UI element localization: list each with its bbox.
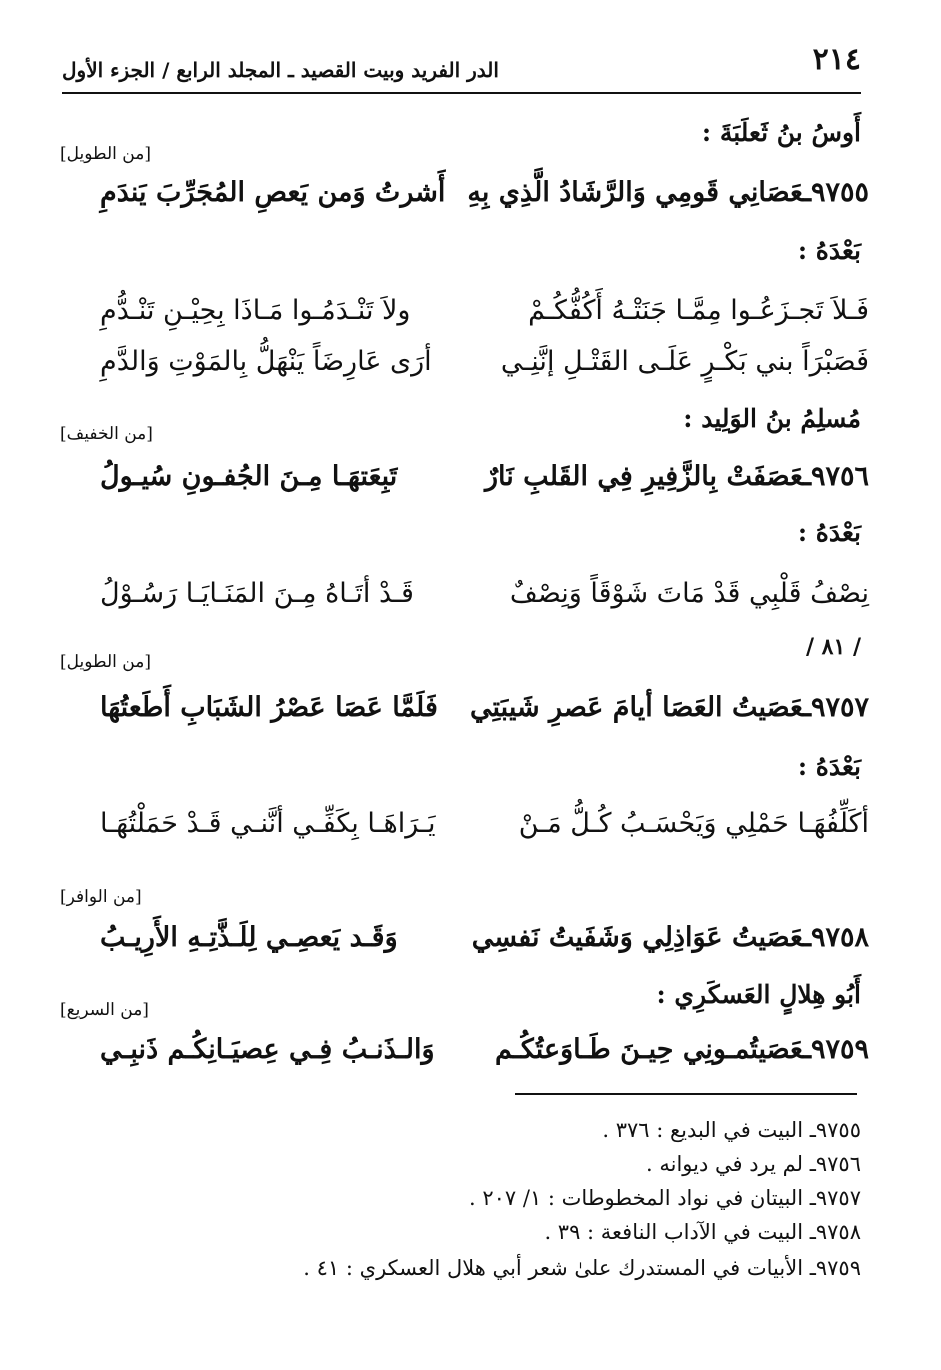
verse-ajuz: ولاَ تَنْـدَمُـوا مَـاذَا بِحِيْـنِ تَنْـدُّمِ bbox=[100, 295, 411, 326]
verse-sadr: ٩٧٥٥ـعَصَانِي قَومِي وَالرَّشَادُ الَّذِي بِهِ bbox=[467, 177, 869, 208]
verse-number: ٩٧٥٩ـ bbox=[803, 1034, 869, 1065]
poet-heading bbox=[60, 118, 861, 164]
verse-number: ٩٧٥٧ـ bbox=[803, 692, 869, 723]
footnote: ٩٧٥٩ـ الأبيات في المستدرك علىٰ شعر أبي هلال العسكري : ٤١ . bbox=[303, 1256, 861, 1280]
verse-main bbox=[60, 177, 869, 223]
poet-name: أَوسُ بنُ ثَعلَبَةَ : bbox=[701, 118, 861, 147]
footnote: ٩٧٥٥ـ البيت في البديع : ٣٧٦ . bbox=[602, 1118, 861, 1142]
verse-ajuz: أَشرتُ وَمن يَعصِ المُجَرِّبَ يَندَمِ bbox=[100, 177, 446, 208]
page-number: ٢١٤ bbox=[812, 42, 861, 77]
verse-sadr: ٩٧٥٧ـعَصَيتُ العَصَا أيامَ عَصرِ شَيبَتِي bbox=[470, 692, 869, 723]
verse-ajuz: تَبِعَتهَـا مِـنَ الجُفـونِ سُيـولُ bbox=[100, 461, 398, 492]
footnote: ٩٧٥٦ـ لم يرد في ديوانه . bbox=[645, 1152, 861, 1176]
verse-following bbox=[60, 295, 869, 341]
running-header bbox=[62, 40, 861, 94]
poet-name: مُسلِمُ بنُ الوَلِيد : bbox=[683, 404, 861, 433]
ba3dahu-label: بَعْدَهُ : bbox=[797, 518, 861, 547]
footnote-separator bbox=[515, 1093, 857, 1095]
verse-main bbox=[60, 1034, 869, 1080]
meter-label: [من الطويل] bbox=[60, 652, 151, 672]
verse-main bbox=[60, 461, 869, 507]
meter-label: [من الوافر] bbox=[60, 887, 142, 907]
verse-sadr: فَـلاَ تَجـزَعُـوا مِمَّـا جَنَتْـهُ أَكُفُّكُـمْ bbox=[528, 295, 869, 326]
ba3dahu-label: بَعْدَهُ : bbox=[797, 752, 861, 781]
verse-sadr: فَصَبْرَاً بني بَكْـرٍ عَلَـى القَتْـلِ إنَّنِـي bbox=[500, 346, 869, 377]
footnote: ٩٧٥٨ـ البيت في الآداب النافعة : ٣٩ . bbox=[544, 1220, 861, 1244]
verse-number: ٩٧٥٦ـ bbox=[803, 461, 869, 492]
verse-ajuz: فَلَمَّا عَصَا عَصْرُ الشَبَابِ أَطَعتُهَا bbox=[100, 692, 438, 723]
poet-heading bbox=[60, 980, 861, 1020]
manuscript-folio-ref: / ٨١ / bbox=[805, 634, 861, 660]
verse-sadr: نِصْفُ قَلْبِي قَدْ مَاتَ شَوْقَاً وَنِصْفٌ bbox=[509, 578, 869, 609]
poet-heading bbox=[60, 404, 861, 444]
verse-ajuz: أرَى عَارِضَاً يَنْهَلُّ بِالمَوْتِ وَالدَّمِ bbox=[100, 346, 432, 377]
verse-sadr: ٩٧٥٩ـعَصَيتُمـونِي حِيـنَ طَـاوَعتُكُـم bbox=[495, 1034, 869, 1065]
verse-following bbox=[60, 578, 869, 624]
meter-label: [من السريع] bbox=[60, 1000, 149, 1020]
verse-ajuz: قَـدْ أتَـاهُ مِـنَ المَنَـايَـا رَسُـوْلُ bbox=[100, 578, 414, 609]
verse-main bbox=[60, 922, 869, 968]
verse-ajuz: يَـرَاهَـا بِكَفِّـي أنَّنـي قَـدْ حَمَلْتُهَـا bbox=[100, 808, 436, 839]
verse-number: ٩٧٥٥ـ bbox=[803, 177, 869, 208]
footnote: ٩٧٥٧ـ البيتان في نواد المخطوطات : ١/ ٢٠٧ . bbox=[468, 1186, 861, 1210]
poet-name: أَبُو هِلالٍ العَسكَرِي : bbox=[656, 980, 861, 1009]
verse-number: ٩٧٥٨ـ bbox=[803, 922, 869, 953]
verse-sadr: ٩٧٥٦ـعَصَفَتْ بِالزَّفِيرِ فِي القَلبِ نَارٌ bbox=[485, 461, 869, 492]
verse-ajuz: وَقَـد يَعصِـي لِلَـذَّتِـهِ الأَرِيـبُ bbox=[100, 922, 398, 953]
meter-label: [من الخفيف] bbox=[60, 424, 153, 444]
verse-sadr: ٩٧٥٨ـعَصَيتُ عَوَاذِلِي وَشَفَيتُ نَفسِي bbox=[471, 922, 869, 953]
verse-main bbox=[60, 692, 869, 738]
ba3dahu-label: بَعْدَهُ : bbox=[797, 236, 861, 265]
verse-following bbox=[60, 808, 869, 854]
running-title: الدر الفريد وبيت القصيد ـ المجلد الرابع / الجزء الأول bbox=[62, 58, 499, 82]
verse-sadr: أكَلِّفُهَـا حَمْلِي وَيَحْسَـبُ كُـلُّ مَـنْ bbox=[518, 808, 869, 839]
meter-label: [من الطويل] bbox=[60, 144, 151, 164]
verse-ajuz: وَالـذَنـبُ فِـي عِصيَـانِكُـم ذَنبِـي bbox=[100, 1034, 435, 1065]
verse-following bbox=[60, 346, 869, 392]
